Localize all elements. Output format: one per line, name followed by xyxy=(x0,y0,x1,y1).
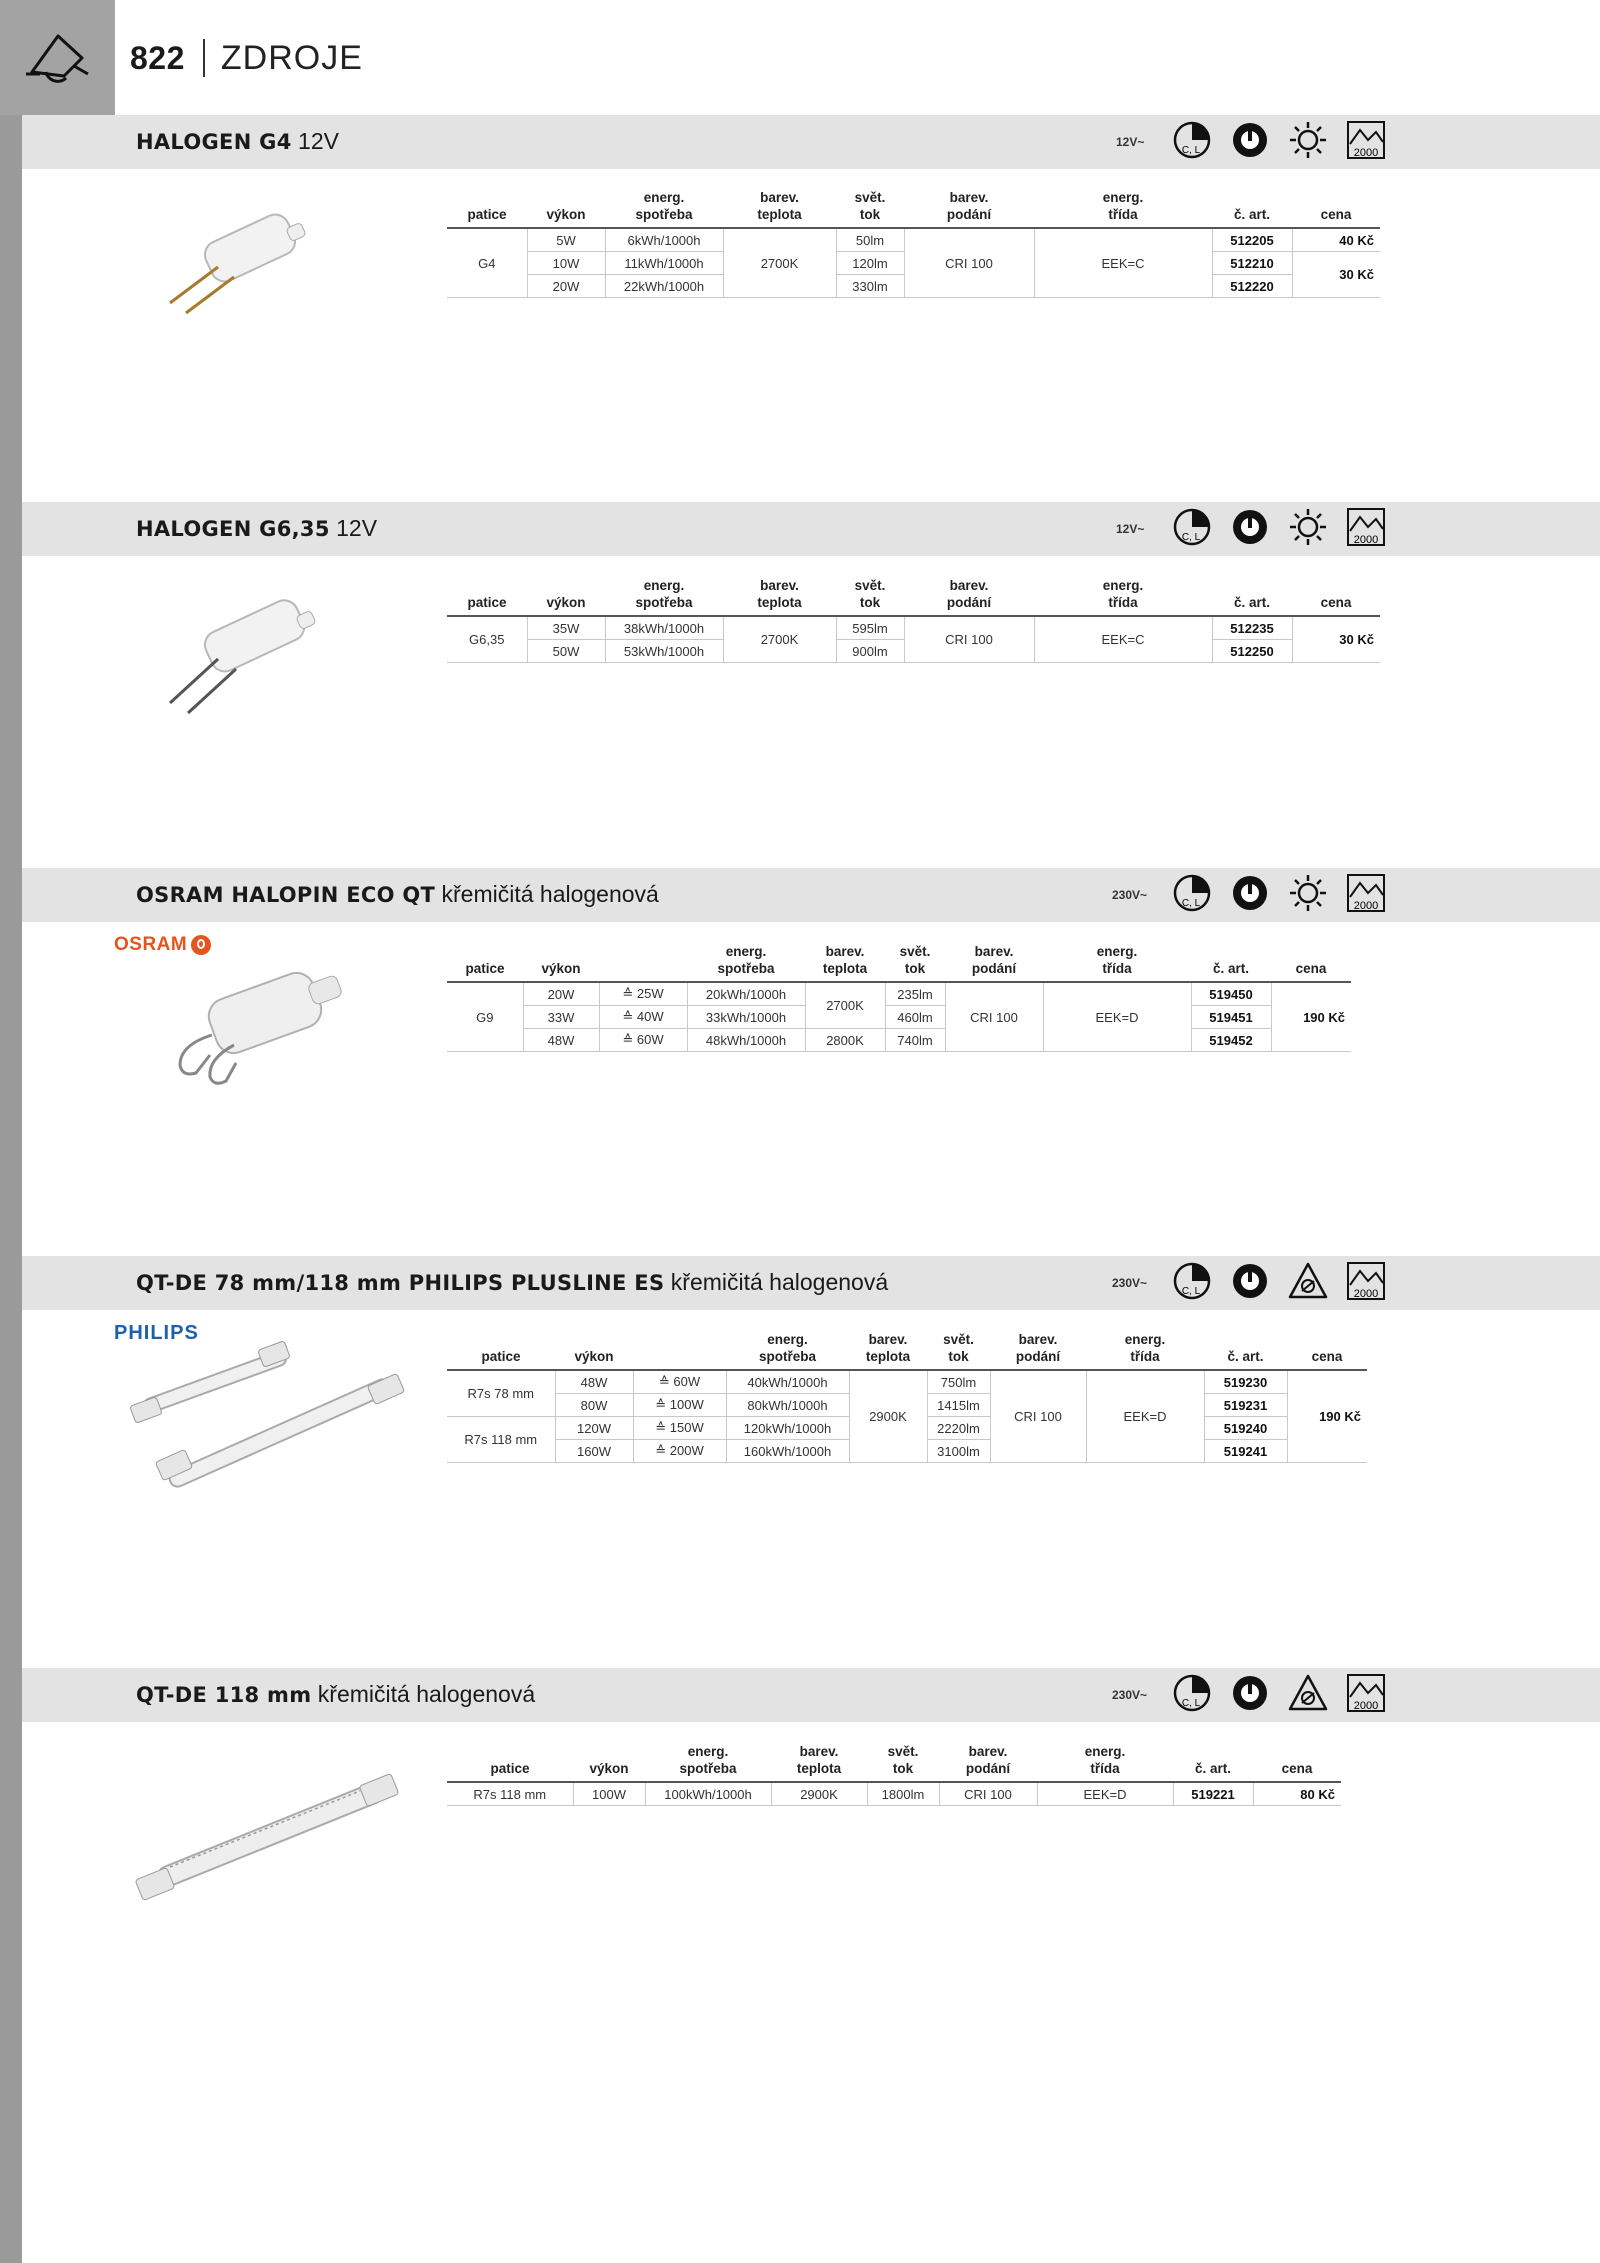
lamp-icon xyxy=(24,28,92,88)
spec-table: patice výkon energ. spotřeba barev. teplota svět. tok barev. podání energ. třída č. art. cena G9 20W ≙ 25W 20kWh/1000h 2700K 235lm CRI 100 EEK=D 519450 190 Kč 33W ≙ 40W 33kWh/1000h 460lm 519451 48W ≙ 60W 48kWh/1000h 2800K 740lm 519452 xyxy=(447,943,1351,1052)
page-header xyxy=(130,36,363,80)
table-row: 33W ≙ 40W 33kWh/1000h 460lm 519451 xyxy=(447,1006,1351,1029)
svg-text:2000: 2000 xyxy=(1353,900,1379,912)
feature-icons xyxy=(1172,1261,1386,1301)
feature-icons xyxy=(1172,1673,1386,1713)
osram-logo: OSRAM xyxy=(114,934,211,956)
table-row: 160W ≙ 200W 160kWh/1000h 3100lm 519241 xyxy=(447,1440,1367,1463)
table-row: 48W ≙ 60W 48kWh/1000h 2800K 740lm 519452 xyxy=(447,1029,1351,1052)
fire-warning-icon xyxy=(1288,1261,1328,1301)
svg-text:2000: 2000 xyxy=(1353,534,1379,546)
table-row: R7s 118 mm 100W 100kWh/1000h 2900K 1800lm CRI 100 EEK=D 519221 80 Kč xyxy=(447,1782,1341,1806)
lifetime-2000-icon xyxy=(1346,120,1386,160)
product-title: QT-DE 118 mm křemičitá halogenová xyxy=(136,1681,536,1707)
sun-icon xyxy=(1288,120,1328,160)
svg-text:C, L: C, L xyxy=(1181,1698,1201,1709)
spec-table: patice výkon energ. spotřeba barev. teplota svět. tok barev. podání energ. třída č. art. cena R7s 78 mm 48W ≙ 60W 40kWh/1000h 2900K 750lm CRI 100 EEK=D 519230 190 Kč 80W ≙ 100W 80kWh/1000h 1415lm 519231 R7s 118 mm 120W ≙ 150W 120kWh/1000h 2220lm 519240 160W ≙ 200W 160kWh/1000h 3100lm 519241 xyxy=(447,1331,1367,1463)
product-band xyxy=(22,502,1600,556)
product-band xyxy=(22,1668,1600,1722)
table-row: G6,35 35W 38kWh/1000h 2700K 595lm CRI 100 EEK=C 512235 30 Kč xyxy=(447,616,1380,640)
svg-text:2000: 2000 xyxy=(1353,1288,1379,1300)
left-margin-stripe xyxy=(0,0,22,2263)
osram-bulb-icon xyxy=(191,935,211,955)
page-number: 822 xyxy=(130,39,185,76)
svg-text:C, L: C, L xyxy=(1181,1286,1201,1297)
feature-icons xyxy=(1172,873,1386,913)
svg-text:C, L: C, L xyxy=(1181,898,1201,909)
dimmable-icon xyxy=(1172,873,1212,913)
g4-bulb-image xyxy=(150,205,370,345)
table-row: G9 20W ≙ 25W 20kWh/1000h 2700K 235lm CRI 100 EEK=D 519450 190 Kč xyxy=(447,982,1351,1006)
lifetime-2000-icon xyxy=(1346,1261,1386,1301)
table-row: G4 5W 6kWh/1000h 2700K 50lm CRI 100 EEK=C 512205 40 Kč xyxy=(447,228,1380,252)
r7s-118-bulb-image xyxy=(130,1755,400,1915)
table-row: R7s 118 mm 120W ≙ 150W 120kWh/1000h 2220lm 519240 xyxy=(447,1417,1367,1440)
table-row: R7s 78 mm 48W ≙ 60W 40kWh/1000h 2900K 750lm CRI 100 EEK=D 519230 190 Kč xyxy=(447,1370,1367,1394)
category-badge xyxy=(0,0,115,115)
voltage-label: 12V~ xyxy=(1116,135,1145,149)
g9-bulb-image xyxy=(160,965,370,1095)
product-band xyxy=(22,1256,1600,1310)
voltage-label: 230V~ xyxy=(1112,888,1148,902)
table-row: 50W 53kWh/1000h 900lm 512250 xyxy=(447,640,1380,663)
hours-icon xyxy=(1230,1261,1270,1301)
dimmable-icon xyxy=(1172,120,1212,160)
dimmable-icon xyxy=(1172,507,1212,547)
lifetime-2000-icon xyxy=(1346,507,1386,547)
spec-table: patice výkon energ. spotřeba barev. teplota svět. tok barev. podání energ. třída č. art. cena G6,35 35W 38kWh/1000h 2700K 595lm CRI 100 EEK=C 512235 30 Kč 50W 53kWh/1000h 900lm 512250 xyxy=(447,577,1380,663)
spec-table: patice výkon energ. spotřeba barev. teplota svět. tok barev. podání energ. třída č. art. cena R7s 118 mm 100W 100kWh/1000h 2900K 1800lm CRI 100 EEK=D 519221 80 Kč xyxy=(447,1743,1341,1806)
philips-logo: PHILIPS xyxy=(114,1322,199,1344)
table-row: 10W 11kWh/1000h 120lm 512210 30 Kč xyxy=(447,252,1380,275)
voltage-label: 230V~ xyxy=(1112,1688,1148,1702)
product-band xyxy=(22,868,1600,922)
sun-icon xyxy=(1288,507,1328,547)
hours-icon xyxy=(1230,507,1270,547)
hours-icon xyxy=(1230,873,1270,913)
table-row: 80W ≙ 100W 80kWh/1000h 1415lm 519231 xyxy=(447,1394,1367,1417)
product-title: HALOGEN G4 12V xyxy=(136,128,339,154)
dimmable-icon xyxy=(1172,1673,1212,1713)
table-row: 20W 22kWh/1000h 330lm 512220 xyxy=(447,275,1380,298)
product-title: QT-DE 78 mm/118 mm PHILIPS PLUSLINE ES křemičitá halogenová xyxy=(136,1269,889,1295)
hours-icon xyxy=(1230,120,1270,160)
lifetime-2000-icon xyxy=(1346,873,1386,913)
voltage-label: 230V~ xyxy=(1112,1276,1148,1290)
product-band xyxy=(22,115,1600,169)
product-title: OSRAM HALOPIN ECO QT křemičitá halogenová xyxy=(136,881,659,907)
hours-icon xyxy=(1230,1673,1270,1713)
voltage-label: 12V~ xyxy=(1116,522,1145,536)
feature-icons xyxy=(1172,507,1386,547)
svg-text:2000: 2000 xyxy=(1353,147,1379,159)
feature-icons xyxy=(1172,120,1386,160)
dimmable-icon xyxy=(1172,1261,1212,1301)
svg-text:C, L: C, L xyxy=(1181,532,1201,543)
product-title: HALOGEN G6,35 12V xyxy=(136,515,378,541)
fire-warning-icon xyxy=(1288,1673,1328,1713)
svg-text:C, L: C, L xyxy=(1181,145,1201,156)
svg-text:2000: 2000 xyxy=(1353,1700,1379,1712)
header-divider xyxy=(203,39,205,77)
sun-icon xyxy=(1288,873,1328,913)
lifetime-2000-icon xyxy=(1346,1673,1386,1713)
g635-bulb-image xyxy=(150,595,370,735)
section-title: ZDROJE xyxy=(220,38,363,77)
spec-table: patice výkon energ. spotřeba barev. teplota svět. tok barev. podání energ. třída č. art. cena G4 5W 6kWh/1000h 2700K 50lm CRI 100 EEK=C 512205 40 Kč 10W 11kWh/1000h 120lm 512210 30 Kč 20W 22kWh/1000h 330lm 512220 xyxy=(447,189,1380,298)
r7s-bulbs-image xyxy=(120,1335,410,1495)
